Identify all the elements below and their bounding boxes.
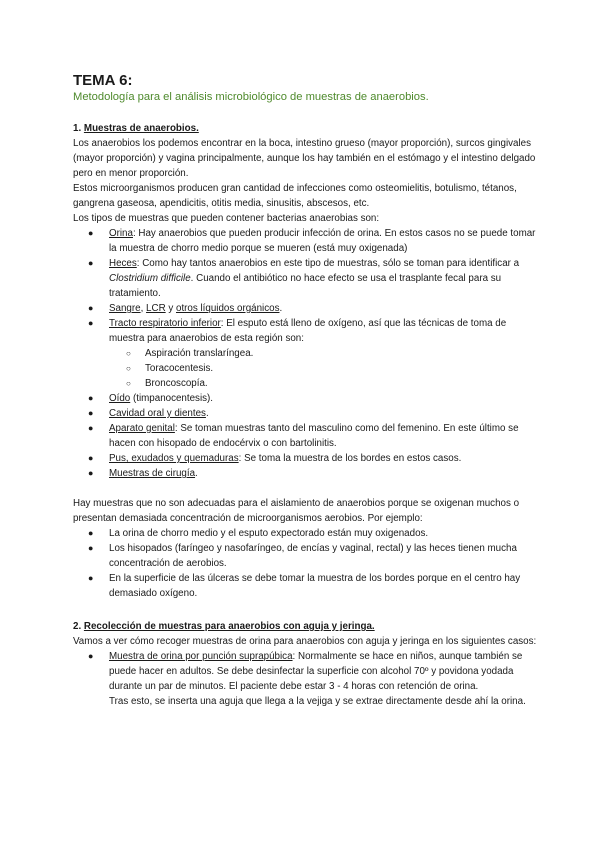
paragraph: Vamos a ver cómo recoger muestras de orina para anaerobios con aguja y jeringa en los siguientes casos: (73, 636, 537, 647)
section-2-heading (73, 619, 543, 634)
bullet-disc-icon: ● (88, 423, 94, 433)
paragraph: Hay muestras que no son adecuadas para el aislamiento de anaerobios porque se oxigenan muchos o presentan demasiada concentración de microorganismos aerobios. Por ejemplo: (73, 498, 520, 524)
item-text: y (165, 303, 176, 314)
bullet-disc-icon: ● (88, 393, 94, 403)
bullet-disc-icon: ● (88, 318, 94, 328)
section-title: Muestras de anaerobios. (83, 123, 199, 134)
bullet-disc-icon: ● (88, 651, 94, 661)
bullet-circle-icon: ○ (126, 349, 131, 358)
item-text: : Normalmente se hace en niños, aunque también se puede hacer en adultos. Se debe desinfectar la superficie con alcohol 70º y povidona yodada durante un par de minutos. El paciente debe estar 3 - 4 horas con retención de orina. (109, 651, 523, 692)
section-1-heading (73, 121, 543, 136)
item-text: Toracocentesis. (145, 363, 214, 374)
bullet-disc-icon: ● (88, 408, 94, 418)
item-text: Broncoscopía. (145, 378, 208, 389)
list-item (73, 451, 543, 466)
item-term: Pus, exudados y quemaduras (109, 453, 239, 464)
item-text: . (279, 303, 283, 314)
item-text: La orina de chorro medio y el esputo expectorado están muy oxigenados. (109, 528, 429, 539)
list-item (73, 541, 543, 571)
bullet-disc-icon: ● (88, 543, 94, 553)
item-text: Aspiración translaríngea. (145, 348, 254, 359)
bullet-disc-icon: ● (88, 528, 94, 538)
item-text: . Cuando el antibiótico no hace efecto se usa el trasplante fecal para su tratamiento. (109, 273, 502, 299)
item-term: otros líquidos orgánicos (176, 303, 280, 314)
sublist-item (109, 361, 543, 376)
technique-sublist (109, 346, 543, 391)
bullet-disc-icon: ● (88, 228, 94, 238)
item-term: Cavidad oral y dientes (109, 408, 206, 419)
section-number: 2. (73, 621, 84, 632)
item-text: (timpanocentesis). (130, 393, 214, 404)
list-item (73, 406, 543, 421)
item-paragraph: Tras esto, se inserta una aguja que llega a la vejiga y se extrae directamente desde ahí la orina. (109, 696, 526, 707)
bullet-disc-icon: ● (88, 258, 94, 268)
list-item (73, 226, 543, 256)
list-item (73, 421, 543, 451)
item-text: Los hisopados (faríngeo y nasofaríngeo, de encías y vaginal, rectal) y las heces tienen mucha concentración de aerobios. (109, 543, 517, 569)
paragraph: Los tipos de muestras que pueden contener bacterias anaerobias son: (73, 213, 380, 224)
item-term: Heces (109, 258, 137, 269)
section-number: 1. (73, 123, 84, 134)
list-item (73, 526, 543, 541)
item-text: . (195, 468, 198, 479)
item-text: , (140, 303, 147, 314)
bullet-disc-icon: ● (88, 303, 94, 313)
sample-type-list (73, 226, 543, 481)
item-term: Aparato genital (109, 423, 175, 434)
item-text: . (205, 408, 209, 419)
item-term: Muestras de cirugía (109, 468, 196, 479)
bullet-circle-icon: ○ (126, 364, 131, 373)
bullet-disc-icon: ● (88, 573, 94, 583)
item-term: Oído (109, 393, 131, 404)
list-item (73, 256, 543, 301)
item-text: En la superficie de las úlceras se debe tomar la muestra de los bordes porque en el centro hay demasiado oxígeno. (109, 573, 521, 599)
bullet-disc-icon: ● (88, 468, 94, 478)
item-term: Muestra de orina por punción suprapúbica (109, 651, 293, 662)
list-item (73, 571, 543, 601)
paragraph: Los anaerobios los podemos encontrar en la boca, intestino grueso (mayor proporción), surcos gingivales (mayor proporción) y vagina principalmente, aunque los hay también en el estómago y el intestino delgado pero en menor proporción. (73, 138, 536, 179)
item-text: : Se toman muestras tanto del masculino como del femenino. En este último se hacen con hisopado de endocérvix o con bartolinitis. (109, 423, 519, 449)
item-italic: Clostridium difficile (109, 273, 191, 284)
item-text: : El esputo está lleno de oxígeno, así que las técnicas de toma de muestra para anaerobios de esta región son: (109, 318, 507, 344)
list-item (73, 316, 543, 391)
item-text: : Hay anaerobios que pueden producir infección de orina. En estos casos no se puede tomar la muestra de chorro medio porque se mueren (está muy oxigenada) (109, 228, 536, 254)
page-subtitle: Metodología para el análisis microbiológico de muestras de anaerobios. (73, 91, 429, 103)
list-item (73, 649, 543, 709)
sublist-item (109, 376, 543, 391)
list-item (73, 301, 543, 316)
page-title: TEMA 6: (73, 72, 133, 89)
paragraph: Estos microorganismos producen gran cantidad de infecciones como osteomielitis, botulismo, tétanos, gangrena gaseosa, apendicitis, otitis media, sinusitis, abscesos, etc. (73, 183, 517, 209)
item-text: : Como hay tantos anaerobios en este tipo de muestras, sólo se toman para identificar a (136, 258, 520, 269)
item-text: : Se toma la muestra de los bordes en estos casos. (238, 453, 462, 464)
document-body (73, 121, 543, 709)
item-term: Orina (109, 228, 133, 239)
bullet-disc-icon: ● (88, 453, 94, 463)
spacer (73, 601, 543, 619)
item-term: Sangre (109, 303, 141, 314)
example-list (73, 526, 543, 601)
item-term: Tracto respiratorio inferior (109, 318, 221, 329)
section-title: Recolección de muestras para anaerobios con aguja y jeringa. (83, 621, 375, 632)
collection-list (73, 649, 543, 709)
list-item (73, 391, 543, 406)
list-item (73, 466, 543, 481)
item-term: LCR (146, 303, 166, 314)
bullet-circle-icon: ○ (126, 379, 131, 388)
spacer (73, 481, 543, 496)
sublist-item (109, 346, 543, 361)
